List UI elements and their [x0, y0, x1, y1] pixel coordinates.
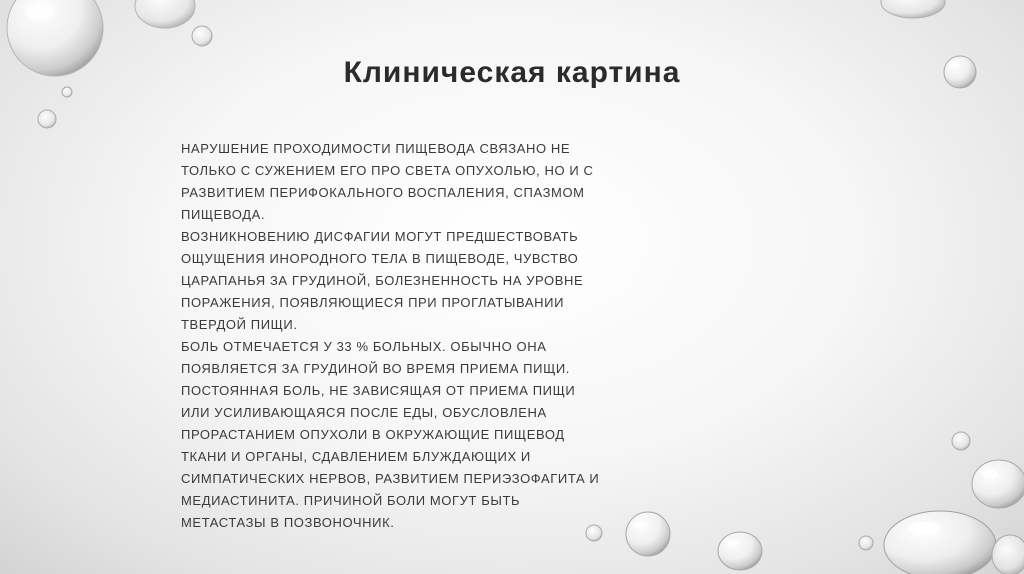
drop-top-left-2: [135, 0, 195, 28]
slide-title: Клиническая картина: [343, 56, 681, 89]
slide-body: [181, 138, 601, 534]
drop-bottom-right-2: [972, 460, 1024, 508]
drop-top-right-1: [881, 0, 945, 18]
drop-bottom-right-3: [884, 511, 996, 574]
paragraph-obstruction: НАРУШЕНИЕ ПРОХОДИМОСТИ ПИЩЕВОДА СВЯЗАНО НЕ ТОЛЬКО С СУЖЕНИЕМ ЕГО ПРО СВЕТА ОПУХОЛЬЮ, НО И С РАЗВИТИЕМ ПЕРИФОКАЛЬНОГО ВОСПАЛЕНИЯ, СПАЗМОМ ПИЩЕВОДА.: [181, 141, 594, 222]
drop-bottom-right-5: [992, 535, 1024, 574]
paragraph-dysphagia: ВОЗНИКНОВЕНИЮ ДИСФАГИИ МОГУТ ПРЕДШЕСТВОВАТЬ ОЩУЩЕНИЯ ИНОРОДНОГО ТЕЛА В ПИЩЕВОДЕ, ЧУВСТВО ЦАРАПАНЬЯ ЗА ГРУДИНОЙ, БОЛЕЗНЕННОСТЬ НА УРОВНЕ ПОРАЖЕНИЯ, ПОЯВЛЯЮЩИЕСЯ ПРИ ПРОГЛАТЫВАНИИ ТВЕРДОЙ ПИЩИ.: [181, 229, 584, 332]
paragraph-pain: БОЛЬ ОТМЕЧАЕТСЯ У 33 % БОЛЬНЫХ. ОБЫЧНО ОНА ПОЯВЛЯЕТСЯ ЗА ГРУДИНОЙ ВО ВРЕМЯ ПРИЕМА ПИЩИ. ПОСТОЯННАЯ БОЛЬ, НЕ ЗАВИСЯЩАЯ ОТ ПРИЕМА ПИЩИ ИЛИ УСИЛИВАЮЩАЯСЯ ПОСЛЕ ЕДЫ, ОБУСЛОВЛЕНА ПРОРАСТАНИЕМ ОПУХОЛИ В ОКРУЖАЮЩИЕ ПИЩЕВОД ТКАНИ И ОРГАНЫ, СДАВЛЕНИЕМ БЛУЖДАЮЩИХ И СИМПАТИЧЕСКИХ НЕРВОВ, РАЗВИТИЕМ ПЕРИЭЗОФАГИТА И МЕДИАСТИНИТА. ПРИЧИНОЙ БОЛИ МОГУТ БЫТЬ МЕТАСТАЗЫ В ПОЗВОНОЧНИК.: [181, 339, 600, 530]
drop-top-left-3: [192, 26, 212, 46]
drop-bottom-center-1: [626, 512, 670, 556]
drop-top-left-5: [38, 110, 56, 128]
drop-bottom-right-4: [859, 536, 873, 550]
drop-bottom-center-3: [718, 532, 762, 570]
drop-bottom-right-1: [952, 432, 970, 450]
